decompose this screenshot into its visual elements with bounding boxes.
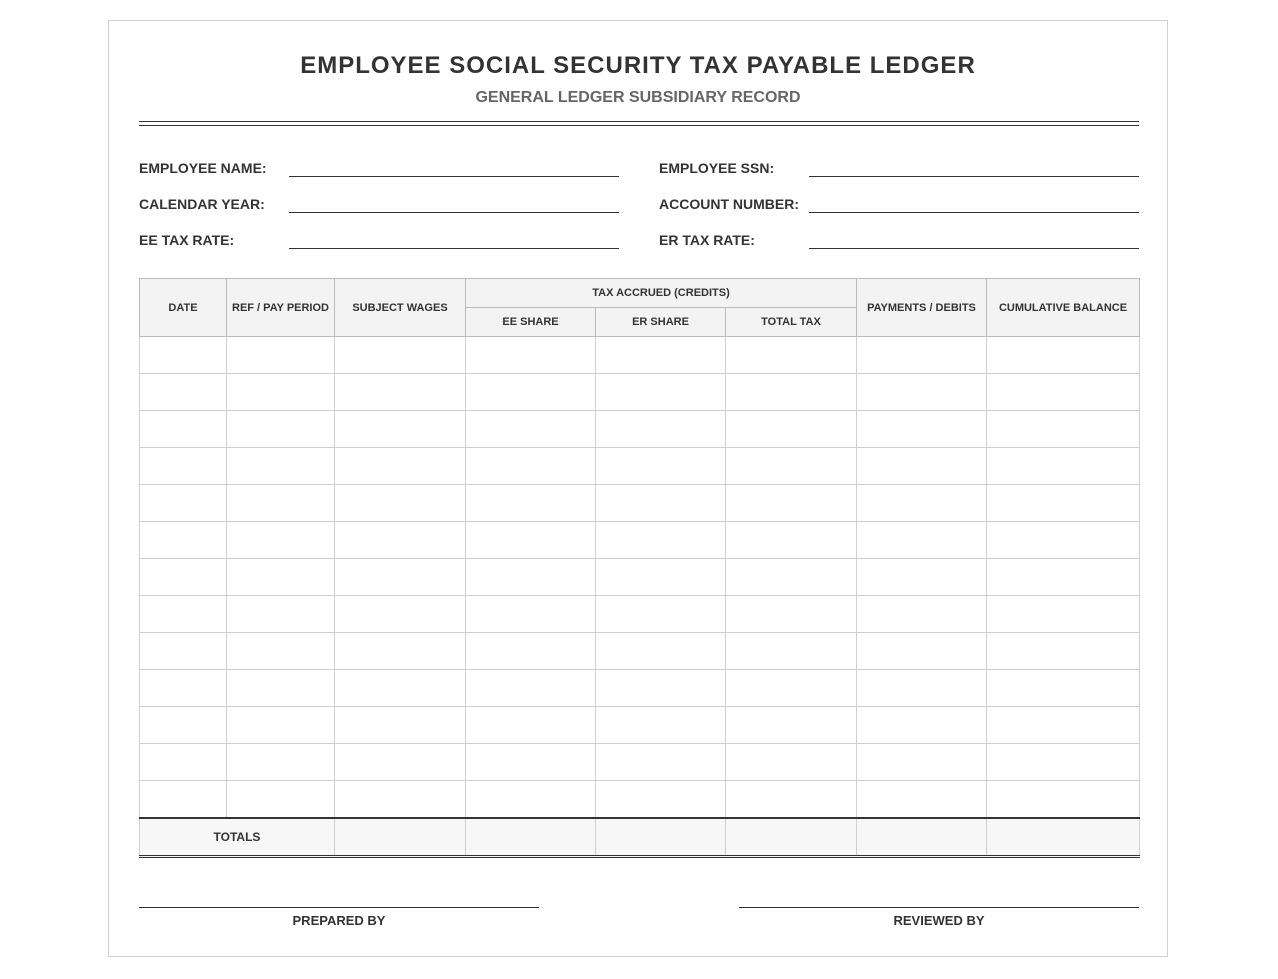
er-share-cell[interactable] [596,337,726,374]
ee-share-cell[interactable] [466,670,596,707]
total-tax-cell[interactable] [726,781,857,819]
payments-debits-cell[interactable] [857,707,987,744]
ledger-page [108,20,1168,957]
page-subtitle: GENERAL LEDGER SUBSIDIARY RECORD [475,89,801,106]
total-tax-cell[interactable] [726,744,857,781]
prepared-by-label: PREPARED BY [292,913,386,928]
employee-name-input[interactable] [289,160,619,177]
ledger-row [140,633,1140,670]
payments-debits-cell[interactable] [857,337,987,374]
cumulative-balance-cell[interactable] [987,670,1140,707]
ref-pay-period-cell[interactable] [227,374,335,411]
ee-share-cell[interactable] [466,448,596,485]
total-tax-cell[interactable] [726,707,857,744]
er-share-cell[interactable] [596,707,726,744]
ee-share-cell[interactable] [466,781,596,819]
date-cell[interactable] [140,374,227,411]
total-tax-cell[interactable] [726,559,857,596]
totals-cumulative-balance[interactable] [987,818,1140,857]
subject-wages-cell[interactable] [335,522,466,559]
ee-share-cell[interactable] [466,337,596,374]
er-share-cell[interactable] [596,596,726,633]
ee-share-header: EE SHARE [466,308,596,337]
subject-wages-header: SUBJECT WAGES [335,279,466,337]
er-share-cell[interactable] [596,485,726,522]
date-cell[interactable] [140,522,227,559]
cumulative-balance-cell[interactable] [987,485,1140,522]
ledger-table [139,278,1140,858]
subject-wages-cell[interactable] [335,559,466,596]
cumulative-balance-cell[interactable] [987,633,1140,670]
ledger-row [140,781,1140,819]
ee-share-cell[interactable] [466,744,596,781]
cumulative-balance-cell[interactable] [987,448,1140,485]
prepared-by-signature[interactable] [139,907,539,928]
ee-tax-rate-label: EE TAX RATE: [139,232,235,248]
payments-debits-cell[interactable] [857,448,987,485]
ref-pay-period-cell[interactable] [227,707,335,744]
subject-wages-cell[interactable] [335,374,466,411]
er-tax-rate-input[interactable] [809,232,1139,249]
subject-wages-cell[interactable] [335,670,466,707]
date-cell[interactable] [140,411,227,448]
cumulative-balance-cell[interactable] [987,374,1140,411]
payments-debits-cell[interactable] [857,411,987,448]
payments-debits-cell[interactable] [857,522,987,559]
ee-share-cell[interactable] [466,559,596,596]
subject-wages-cell[interactable] [335,744,466,781]
ledger-row [140,596,1140,633]
payments-debits-cell[interactable] [857,633,987,670]
calendar-year-label: CALENDAR YEAR: [139,196,265,212]
er-share-cell[interactable] [596,411,726,448]
ref-pay-period-cell[interactable] [227,522,335,559]
ref-pay-period-cell[interactable] [227,670,335,707]
cumulative-balance-cell[interactable] [987,781,1140,819]
cumulative-balance-cell[interactable] [987,522,1140,559]
cumulative-balance-cell[interactable] [987,596,1140,633]
payments-debits-cell[interactable] [857,374,987,411]
total-tax-cell[interactable] [726,522,857,559]
er-share-cell[interactable] [596,744,726,781]
totals-er-share[interactable] [596,818,726,857]
date-cell[interactable] [140,559,227,596]
subject-wages-cell[interactable] [335,485,466,522]
total-tax-cell[interactable] [726,485,857,522]
account-number-input[interactable] [809,196,1139,213]
total-tax-cell[interactable] [726,374,857,411]
payments-debits-cell[interactable] [857,670,987,707]
er-share-cell[interactable] [596,781,726,819]
ref-pay-period-cell[interactable] [227,559,335,596]
er-share-cell[interactable] [596,670,726,707]
ref-pay-period-cell[interactable] [227,448,335,485]
ledger-row [140,374,1140,411]
date-cell[interactable] [140,448,227,485]
cumulative-balance-cell[interactable] [987,411,1140,448]
ref-pay-period-cell[interactable] [227,596,335,633]
reviewed-by-label: REVIEWED BY [893,913,985,928]
er-share-cell[interactable] [596,522,726,559]
er-share-cell[interactable] [596,448,726,485]
total-tax-cell[interactable] [726,411,857,448]
ee-share-cell[interactable] [466,485,596,522]
ledger-row [140,485,1140,522]
ledger-row [140,337,1140,374]
er-share-cell[interactable] [596,633,726,670]
ledger-row [140,448,1140,485]
ledger-body [140,337,1140,819]
payments-debits-cell[interactable] [857,781,987,819]
subject-wages-cell[interactable] [335,707,466,744]
subject-wages-cell[interactable] [335,633,466,670]
date-header: DATE [140,279,227,337]
ref-pay-period-cell[interactable] [227,337,335,374]
subject-wages-cell[interactable] [335,781,466,819]
date-cell[interactable] [140,596,227,633]
total-tax-cell[interactable] [726,670,857,707]
totals-row [140,818,1140,857]
cumulative-balance-cell[interactable] [987,337,1140,374]
calendar-year-input[interactable] [289,196,619,213]
account-number-label: ACCOUNT NUMBER: [659,196,799,212]
totals-ee-share[interactable] [466,818,596,857]
ledger-row [140,670,1140,707]
ref-pay-period-cell[interactable] [227,411,335,448]
subject-wages-cell[interactable] [335,596,466,633]
ee-share-cell[interactable] [466,707,596,744]
ee-share-cell[interactable] [466,633,596,670]
er-share-cell[interactable] [596,374,726,411]
ledger-row [140,744,1140,781]
er-share-header: ER SHARE [596,308,726,337]
employee-ssn-input[interactable] [809,160,1139,177]
total-tax-cell[interactable] [726,337,857,374]
subject-wages-cell[interactable] [335,448,466,485]
date-cell[interactable] [140,670,227,707]
cumulative-balance-cell[interactable] [987,744,1140,781]
cumulative-balance-cell[interactable] [987,559,1140,596]
ee-share-cell[interactable] [466,596,596,633]
total-tax-cell[interactable] [726,596,857,633]
payments-debits-cell[interactable] [857,559,987,596]
payments-debits-cell[interactable] [857,596,987,633]
total-tax-cell[interactable] [726,448,857,485]
ref-pay-period-header: REF / PAY PERIOD [227,279,335,337]
reviewed-by-signature[interactable] [739,907,1139,928]
total-tax-header: TOTAL TAX [726,308,857,337]
payments-debits-cell[interactable] [857,744,987,781]
ledger-row [140,559,1140,596]
ledger-row [140,411,1140,448]
er-share-cell[interactable] [596,559,726,596]
ref-pay-period-cell[interactable] [227,781,335,819]
date-cell[interactable] [140,707,227,744]
ee-tax-rate-input[interactable] [289,232,619,249]
totals-label: TOTALS [140,818,335,857]
subject-wages-cell[interactable] [335,337,466,374]
cumulative-balance-cell[interactable] [987,707,1140,744]
ledger-row [140,707,1140,744]
subject-wages-cell[interactable] [335,411,466,448]
header-divider [139,121,1139,126]
ref-pay-period-cell[interactable] [227,485,335,522]
total-tax-cell[interactable] [726,633,857,670]
date-cell[interactable] [140,744,227,781]
date-cell[interactable] [140,337,227,374]
payments-debits-cell[interactable] [857,485,987,522]
payments-debits-header: PAYMENTS / DEBITS [857,279,987,337]
employee-ssn-label: EMPLOYEE SSN: [659,160,775,176]
totals-subject-wages[interactable] [335,818,466,857]
page-title: EMPLOYEE SOCIAL SECURITY TAX PAYABLE LEDGER [300,52,976,79]
totals-total-tax[interactable] [726,818,857,857]
ee-share-cell[interactable] [466,522,596,559]
tax-accrued-header: TAX ACCRUED (CREDITS) [466,279,857,308]
ref-pay-period-cell[interactable] [227,744,335,781]
ref-pay-period-cell[interactable] [227,633,335,670]
cumulative-balance-header: CUMULATIVE BALANCE [987,279,1140,337]
employee-name-label: EMPLOYEE NAME: [139,160,267,176]
date-cell[interactable] [140,485,227,522]
er-tax-rate-label: ER TAX RATE: [659,232,755,248]
ee-share-cell[interactable] [466,411,596,448]
ledger-row [140,522,1140,559]
date-cell[interactable] [140,633,227,670]
date-cell[interactable] [140,781,227,819]
totals-payments-debits[interactable] [857,818,987,857]
ee-share-cell[interactable] [466,374,596,411]
